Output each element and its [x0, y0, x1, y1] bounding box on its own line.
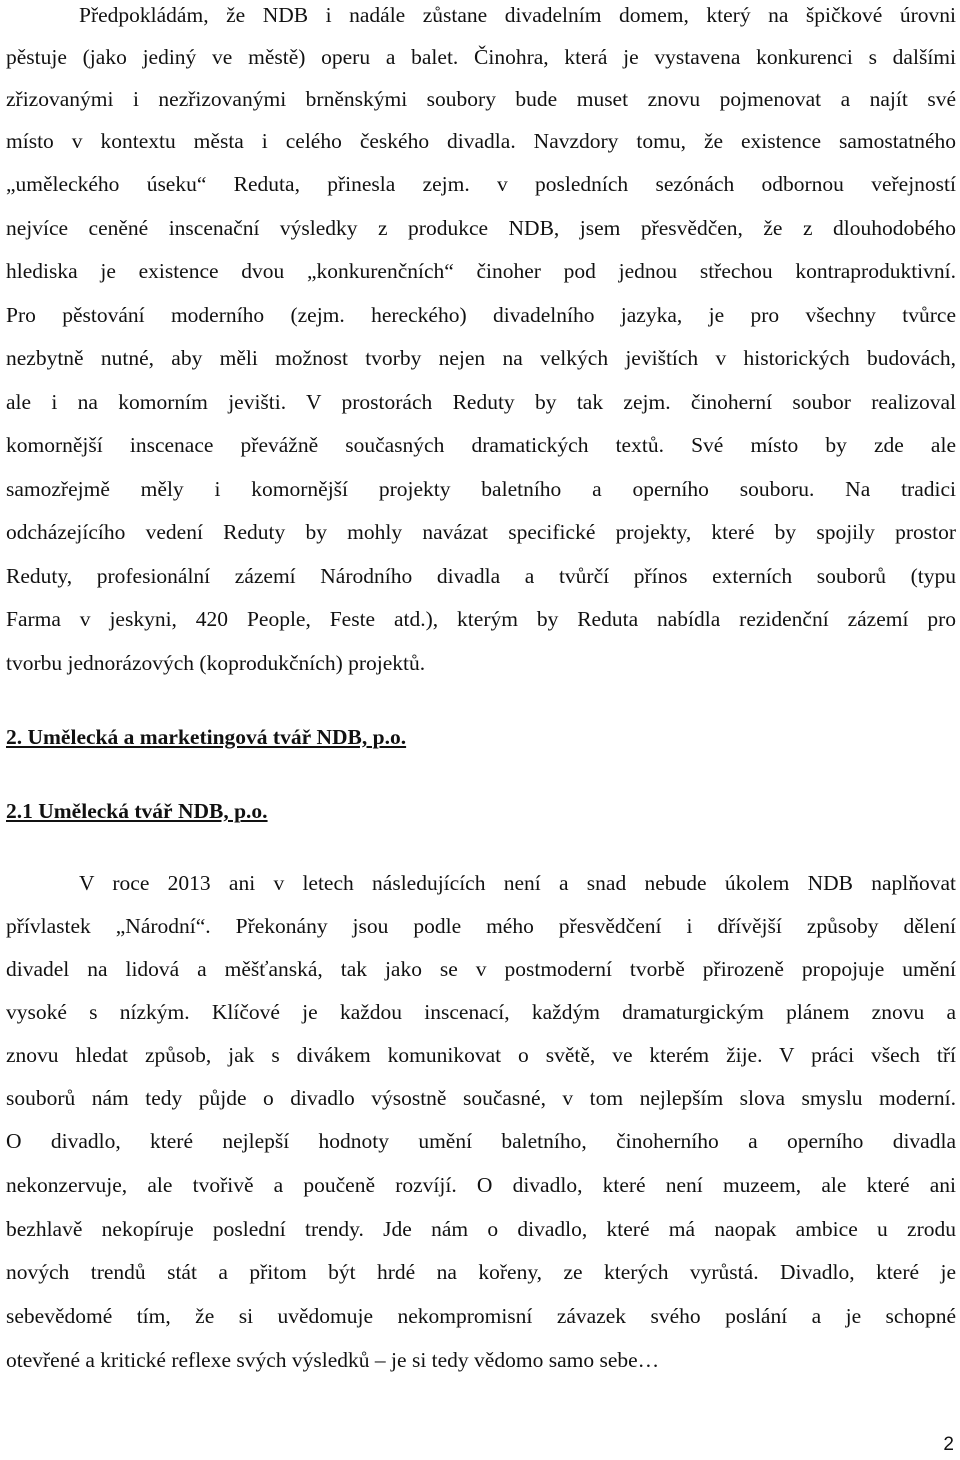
page-number: 2	[943, 1434, 954, 1455]
text-line: místo v kontextu města i celého českého divadla. Navzdory tomu, že existence samostatného	[6, 129, 956, 153]
text-line: tvorbu jednorázových (koprodukčních) projektů.	[6, 651, 426, 675]
text-line: Předpokládám, že NDB i nadále zůstane divadelním domem, který na špičkové úrovni	[79, 3, 956, 27]
text-line: odcházejícího vedení Reduty by mohly navázat specifické projekty, které by spojily prostor	[6, 520, 956, 544]
text-line: sebevědomé tím, že si uvědomuje nekompromisní závazek svého poslání a je schopné	[6, 1304, 956, 1328]
text-line: nových trendů stát a přitom být hrdé na kořeny, ze kterých vyrůstá. Divadlo, které je	[6, 1260, 956, 1284]
text-line: nejvíce ceněné inscenační výsledky z produkce NDB, jsem přesvědčen, že z dlouhodobého	[6, 216, 956, 240]
text-line: nekonzervuje, ale tvořivě a poučeně rozvíjí. O divadlo, které není muzeem, ale které ani	[6, 1173, 956, 1197]
text-line: souborů nám tedy půjde o divadlo výsostně současné, v tom nejlepším slova smyslu moderní.	[6, 1086, 956, 1110]
text-line: ale i na komorním jevišti. V prostorách Reduty by tak zejm. činoherní soubor realizoval	[6, 390, 956, 414]
section-heading: 2. Umělecká a marketingová tvář NDB, p.o.	[6, 725, 407, 749]
text-line: „uměleckého úseku“ Reduta, přinesla zejm. v posledních sezónách odbornou veřejností	[6, 172, 956, 196]
text-line: hlediska je existence dvou „konkurenčních“ činoher pod jednou střechou kontraproduktivní.	[6, 259, 956, 283]
text-line: otevřené a kritické reflexe svých výsledků – je si tedy vědomo samo sebe…	[6, 1348, 660, 1372]
text-line: Pro pěstování moderního (zejm. hereckého) divadelního jazyka, je pro všechny tvůrce	[6, 303, 956, 327]
text-line: Reduty, profesionální zázemí Národního divadla a tvůrčí přínos externích souborů (typu	[6, 564, 956, 588]
text-line: V roce 2013 ani v letech následujících není a snad nebude úkolem NDB naplňovat	[79, 871, 956, 895]
text-line: nezbytně nutné, aby měli možnost tvorby nejen na velkých jevištích v historických budovách,	[6, 346, 956, 370]
text-line: Farma v jeskyni, 420 People, Feste atd.), kterým by Reduta nabídla rezidenční zázemí pro	[6, 607, 956, 631]
text-line: znovu hledat způsob, jak s divákem komunikovat o světě, ve kterém žije. V práci všech tří	[6, 1043, 956, 1067]
text-line: zřizovanými i nezřizovanými brněnskými soubory bude muset znovu pojmenovat a najít své	[6, 87, 956, 111]
text-line: O divadlo, které nejlepší hodnoty umění baletního, činoherního a operního divadla	[6, 1129, 956, 1153]
text-line: bezhlavě nekopíruje poslední trendy. Jde nám o divadlo, které má naopak ambice u zrodu	[6, 1217, 956, 1241]
text-line: samozřejmě měly i komornější projekty baletního a operního souboru. Na tradici	[6, 477, 956, 501]
text-line: pěstuje (jako jediný ve městě) operu a balet. Činohra, která je vystavena konkurenci s dalšími	[6, 45, 956, 69]
text-line: přívlastek „Národní“. Překonány jsou podle mého přesvědčení i dřívější způsoby dělení	[6, 914, 956, 938]
text-line: komornější inscenace převážně současných dramatických textů. Své místo by zde ale	[6, 433, 956, 457]
text-line: vysoké s nízkým. Klíčové je každou inscenací, každým dramaturgickým plánem znovu a	[6, 1000, 956, 1024]
subsection-heading: 2.1 Umělecká tvář NDB, p.o.	[6, 799, 268, 823]
text-line: divadel na lidová a měšťanská, tak jako se v postmoderní tvorbě přirozeně propojuje umění	[6, 957, 956, 981]
